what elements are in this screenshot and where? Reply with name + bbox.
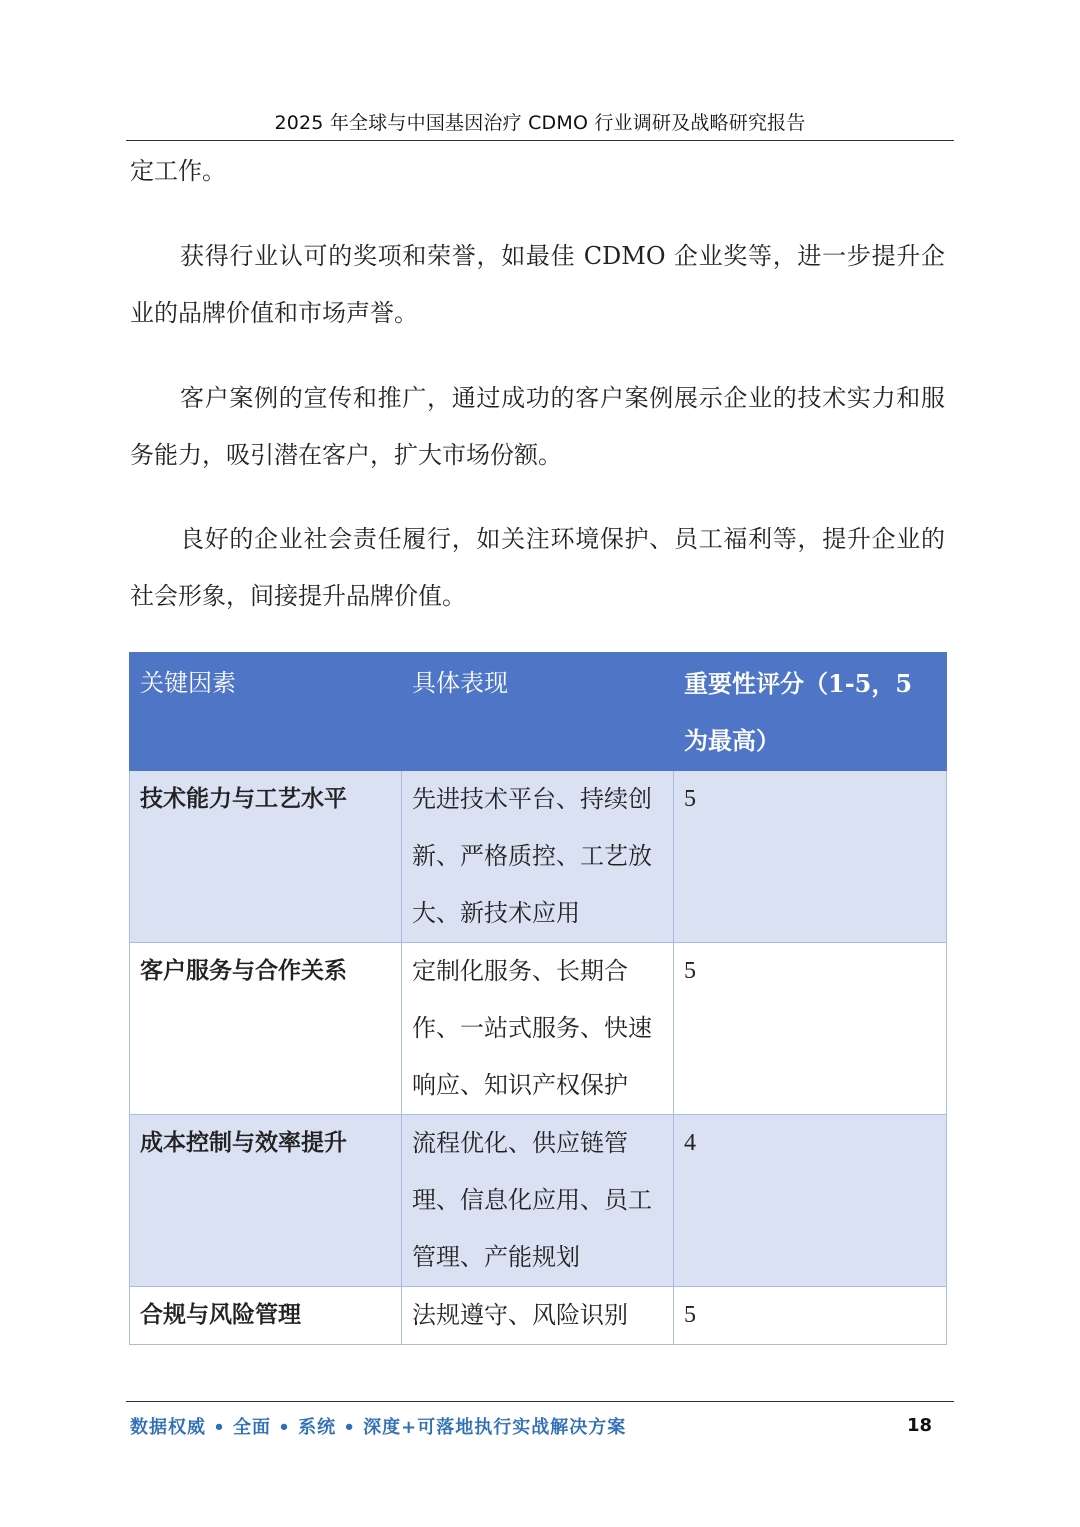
paragraph-continuation: 定工作。 (130, 157, 226, 185)
detail-cell: 法规遵守、风险识别 (402, 1287, 674, 1345)
column-header-factor: 关键因素 (130, 653, 402, 771)
score-cell: 4 (674, 1115, 947, 1287)
paragraph-customer-cases: 客户案例的宣传和推广，通过成功的客户案例展示企业的技术实力和服务能力，吸引潜在客户，扩大市场份额。 (130, 384, 945, 469)
factor-cell: 技术能力与工艺水平 (130, 771, 402, 943)
header-divider (126, 140, 954, 141)
detail-cell: 定制化服务、长期合作、一站式服务、快速响应、知识产权保护 (402, 943, 674, 1115)
score-cell: 5 (674, 1287, 947, 1345)
factor-cell: 成本控制与效率提升 (130, 1115, 402, 1287)
table-row (130, 771, 947, 943)
table-row (130, 1115, 947, 1287)
score-cell: 5 (674, 771, 947, 943)
factor-cell: 合规与风险管理 (130, 1287, 402, 1345)
detail-cell: 先进技术平台、持续创新、严格质控、工艺放大、新技术应用 (402, 771, 674, 943)
column-header-score: 重要性评分（1-5，5 为最高） (674, 653, 947, 771)
paragraph-social-responsibility: 良好的企业社会责任履行，如关注环境保护、员工福利等，提升企业的社会形象，间接提升品牌价值。 (130, 525, 945, 610)
report-title: 2025 年全球与中国基因治疗 CDMO 行业调研及战略研究报告 (274, 112, 806, 134)
page-number: 18 (906, 1415, 932, 1436)
table-row (130, 1287, 947, 1345)
footer-divider (126, 1401, 954, 1402)
table-header-row (130, 653, 947, 771)
paragraph-awards: 获得行业认可的奖项和荣誉，如最佳 CDMO 企业奖等，进一步提升企业的品牌价值和市场声誉。 (130, 242, 945, 327)
table-row (130, 943, 947, 1115)
key-factors-table (129, 652, 947, 1345)
footer-slogan: 数据权威 • 全面 • 系统 • 深度+可落地执行实战解决方案 (130, 1417, 627, 1438)
detail-cell: 流程优化、供应链管理、信息化应用、员工管理、产能规划 (402, 1115, 674, 1287)
score-cell: 5 (674, 943, 947, 1115)
column-header-detail: 具体表现 (402, 653, 674, 771)
factor-cell: 客户服务与合作关系 (130, 943, 402, 1115)
